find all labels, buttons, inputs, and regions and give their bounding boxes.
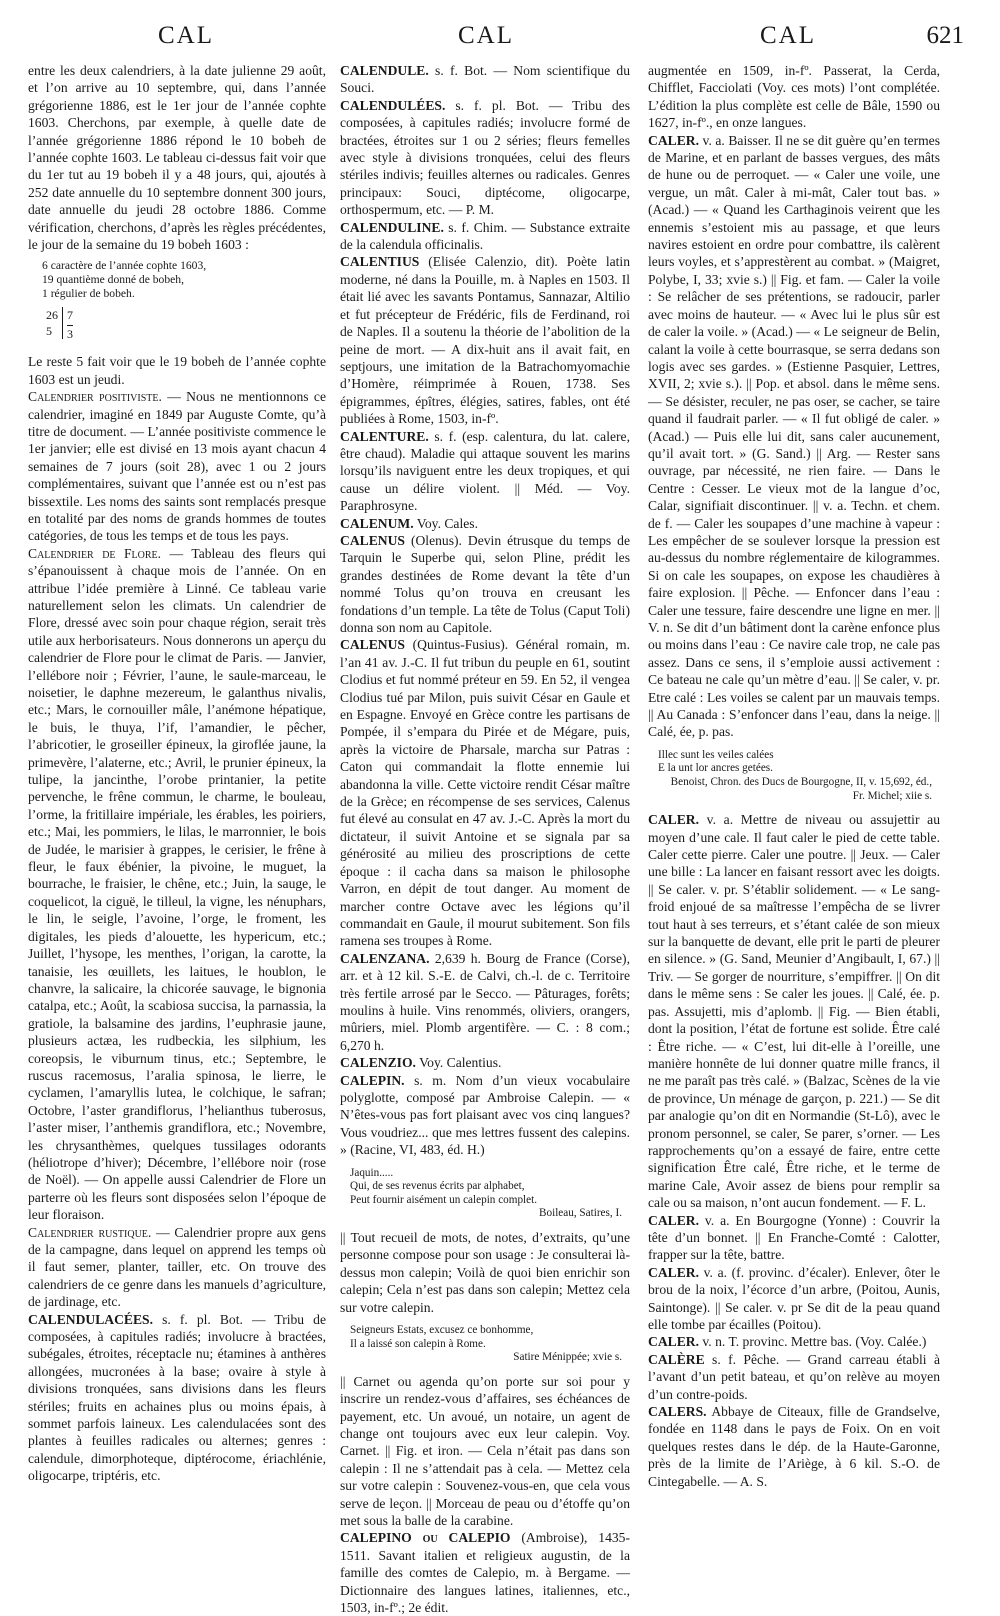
division-dividend: 26 — [46, 308, 58, 323]
dictionary-entry — [28, 1224, 326, 1311]
entry-text: entre les deux calendriers, à la date julienne 29 août, et l’on arrive au 10 septembre, qui, dans l’année grégorienne 1886, est le 1er jour de l’année cophte 1603. Cherchons, par exemple, à quelle date de l’année grégorienne 1886 répond le 10 bobeh de l’année cophte 1603. Le tableau ci-dessus fait voir que du 1er tut au 19 bobeh il y a 48 jours, qui, ajoutés à 252 date annuelle du 10 septembre donnent 300 jours, date annuelle du jeudi 28 octobre 1886. Comme vérification, cherchons, d’après les règles précédentes, le jour de la semaine du 19 bobeh 1603 : — [28, 63, 326, 253]
calc-line: 6 caractère de l’année cophte 1603, — [42, 259, 207, 273]
entry-headword: CALER. — [648, 1334, 699, 1350]
entry-headword: CALEPIN. — [340, 1072, 405, 1088]
entry-headword: CALENUS — [340, 532, 405, 548]
verse-quotation — [658, 749, 940, 803]
entry-text: v. a. Baisser. Il ne se dit guère qu’en termes de Marine, et en parlant de basses vergues, des mâts de hune ou de perroquet. — « Caler une voile, une vergue, un mât. Caler à mi-mât, Caler tout bas. » (Acad.) — « Quand les Carthaginois veirent que les ennemis s’estoient mis au passage, et que leurs navires estoient en ordre pour combattre, ils calèrent leurs voyles, et s’apprestèrent au combat. » (Maigret, Polybe, I, 33; xvie s.) || Fig. et fam. — Caler la voile : Se relâcher de ses prétentions, se radoucir, parler avec moins de hauteur. — « Avec lui le plus sûr est de caler la voile. » (Acad.) — « Le seigneur de Belin, calant la voile à cette bourrasque, se serra dedans son logis avec ses gardes. » (Estienne Pasquier, Lettres, XVII, 2; xvie s.). || Pop. et absol. dans le même sens. — Se désister, reculer, ne pas oser, se cacher, se taire quand il faudrait parler. — « Il fut obligé de caler. » (Acad.) — Puis elle lui dit, sans caler aucunement, qu’il avait tort. » (G. Sand.) || Arg. — Rester sans ouvrage, par nécessité, ne rien faire. — Dans le Centre : Cesser. Le vieux mot de la langue d’oc, Calar, signifiait discontinuer. || v. a. Techn. et chem. de f. — Caler les soupapes d’une machine à vapeur : Les empêcher de se soulever lorsque la pression est au-dessus du nombre réglementaire de kilogrammes. Si on cale les soupapes, on expose les chaudières à faire explosion. || Pêche. — Enfoncer dans l’eau : Caler une tessure, faire descendre une ligne en mer. || V. n. Se dit d’un bâtiment dont la carène enfonce plus ou moins dans l’eau : Ce navire cale trop, ne cale pas assez. Dans ce sens, il s’emploie aussi activement : Ce bateau ne cale qu’un mètre d’eau. || Se caler, v. pr. Etre calé : Les voiles se calent par un mauvais temps. || Au Canada : S’enfoncer dans l’eau, dans la neige. || Calé, ée, p. pas. — [648, 132, 940, 740]
entry-headword: CALENTIUS — [340, 254, 420, 270]
entry-text: — Calendrier propre aux gens de la campagne, dans lequel on apprend les temps où il faut semer, planter, tailler, etc. On trouve des calendriers de ce genre dans les manuels d’agriculture, de jardinage, etc. — [28, 1224, 326, 1310]
entry-text: Abbaye de Citeaux, fille de Grandselve, fondée en 1148 dans le pays de Foix. On en voit quelques restes dans le dép. de la Haute-Garonne, près de la limite de l’Ariège, à 6 kil. S.-O. de Cintegabelle. — A. S. — [648, 1404, 940, 1489]
entry-headword: CALENZIO. — [340, 1055, 416, 1071]
quote-source: Satire Ménippée; xvie s. — [513, 1351, 622, 1364]
dictionary-entry — [648, 811, 940, 1211]
calc-line: 1 régulier de bobeh. — [42, 287, 135, 301]
quote-source: Benoist, Chron. des Ducs de Bourgogne, II, v. 15,692, éd., Fr. Michel; xiie s. — [670, 776, 932, 802]
dictionary-entry — [648, 1264, 940, 1334]
entry-text: (Quintus-Fusius). Général romain, m. l’an 41 av. J.-C. Il fut tribun du peuple en 61, soutint Clodius et fut nommé préteur en 59. En 52, il vengea Clodius tué par Milon, puis suivit César en Gaule et en Espagne. Envoyé en Grèce contre les partisans de Pompée, il s’empara du Pirée et de Mégare, puis, après la victoire de Pharsale, marcha sur Patras : Caton qui commandait la flotte ennemie lui abandonna la ville. Cette victoire rendit César maître de la Grèce; en récompense de ses services, Calenus fut élevé au consulat en 47 av. J.-C. Après la mort du dictateur, il suivit Antoine et se signala par sa générosité au milieu des proscriptions de cette époque : il cacha dans sa maison le philosophe Varron, en dépit de tout danger. Au moment de marcher contre Octave avec les légions qu’il commandait en Gaule, il mourut subitement. Son fils ramena ses troupes à Rome. — [340, 637, 630, 949]
entry-text: || Carnet ou agenda qu’on porte sur soi pour y inscrire un rendez-vous d’affaires, ses échéances de payement, etc. Un avoué, un notaire, un agent de change ont toujours avec eux leur calepin. Voy. Carnet. || Fig. et iron. — Cela n’était pas dans son calepin : Il ne s’attendait pas à cela. — Mettez cela sur votre calepin : Souvenez-vous-en, que cela vous serve de leçon. || Morceau de peau ou d’étoffe qu’on met sous la balle de la carabine. — [340, 1373, 630, 1529]
running-head-right: CAL — [760, 22, 816, 49]
entry-text: — Nous ne mentionnons ce calendrier, imaginé en 1849 par Auguste Comte, qu’à titre de document. — L’année positiviste commence le 1er janvier; elle est divisé en 13 mois ayant chacun 4 semaines de 7 jours (soit 28), avec 1 ou 2 jours complémentaires, suivant que l’année est ou n’est pas bissextile. Les noms des saints sont remplacés presque en totalité par des noms de grands hommes de toutes catégories, de tous les temps et de tous les pays. — [28, 389, 326, 544]
entry-text: — Tableau des fleurs qui s’épanouissent à chaque mois de l’année. On en attribue l’idée première à Linné. Ce tableau varie naturellement selon les climats. Un calendrier de Flore, dressé avec soin pour chaque région, serait très utile aux herborisateurs. Nous donnerons un aperçu du calendrier de Flore pour le climat de Paris. — Janvier, l’ellébore noir ; Février, l’aune, le saule-marceau, le noisetier, le daphne mezereum, le galanthus nivalis, etc.; Mars, le cornouiller mâle, l’anémone hépatique, le buis, le thuya, l’if, l’amandier, le pêcher, l’abricotier, le groseiller épineux, la giroflée jaune, la primevère, l’alaterne, etc.; Avril, le prunier épineux, la tulipe, la jancinthe, l’orobe printanier, la petite pervenche, le frêne commun, le charme, le bouleau, l’orme, la fritillaire impériale, les érables, les poiriers, etc.; Mai, les pommiers, le lilas, le marronnier, le bois de Judée, le marisier à grappes, le cerisier, le frêne à fleur, le faux ébénier, la pivoine, le muguet, la bourrache, le fraisier, le chêne, etc.; Juin, la sauge, le coquelicot, la ciguë, le tilleul, la vigne, les nénuphars, le lin, le seigle, l’avoine, l’orge, le froment, les digitales, les pieds d’alouette, les hypericum, etc.; Juillet, l’hysope, les menthes, l’origan, la carotte, la tanaisie, les œuillets, les laitues, le houblon, le chanvre, la salicaire, la chicorée sauvage, le bignonia catalpa, etc.; Août, la scabiosa succisa, la parnassia, la gratiole, la balsamine des jardins, l’euphrasie jaune, plusieurs actæa, les rudbeckia, les silphium, les coreopsis, le viburnum tinus, etc.; Septembre, le ruscus racemosus, l’aralia spinosa, le lierre, le cyclamen, l’amaryllis lutea, le colchique, le safran; Octobre, l’aster grandiflorus, l’helianthus tuberosus, l’aster miser, l’anthemis grandiflora, etc.; Novembre, les chrysanthèmes, quelques tussilages odorants (héliotrope d’hiver); Décembre, l’ellébore noir (rose de Noël). — On appelle aussi Calendrier de Flore un parterre où les fleurs sont disposées selon l’époque de leur floraison. — [28, 545, 326, 1223]
dictionary-entry — [340, 532, 630, 636]
dictionary-entry — [340, 950, 630, 1054]
dictionary-entry — [648, 1333, 940, 1350]
running-head-left: CAL — [158, 22, 214, 49]
dictionary-entry — [28, 388, 326, 545]
quote-line: Jaquin..... — [350, 1166, 394, 1179]
quote-line: Qui, de ses revenus écrits par alphabet, — [350, 1180, 525, 1193]
entry-headword: CALÈRE — [648, 1351, 705, 1367]
entry-headword: CALENDULINE. — [340, 219, 444, 235]
entry-headword: CALENDULÉES. — [340, 97, 446, 113]
entry-text: Voy. Calentius. — [419, 1055, 502, 1071]
dictionary-entry — [340, 515, 630, 532]
entry-text: v. a. Mettre de niveau ou assujettir au moyen d’une cale. Il faut caler le pied de cette table. Caler cette pierre. Caler une poutre. || Jeux. — Caler une bille : La lancer en faisant ressort avec les doigts. || Se caler. v. pr. S’établir solidement. — « Le sang-froid enjoué de sa maîtresse l’empêcha de se livrer tout haut à ses terreurs, et s’étant calée de son mieux sur la banquette de devant, elle prit le parti de pleurer en silence. » (G. Sand, Meunier d’Angibault, I, 67.) || Triv. — Se gorger de nourriture, s’empiffrer. || On dit dans le même sens : Se caler les joues. || Calé, ée. p. pas. Assujetti, mis d’aplomb. || Fig. — Bien établi, dont la position, l’état de fortune est solide. Être calé : Être riche. — « C’est, lui dit-elle à l’oreille, une manière honnête de lui donner quatre mille francs, il ne me paraît pas très calé. » (Balzac, Scènes de la vie de province, Un ménage de garçon, p. 221.) — Se dit par analogie qu’on dit en Normandie (St-Lô), avec le pronom personnel, se caler, Se parer, s’orner. — Les rapprochements qu’on a essayé de faire, entre cette signification Être calé, Être riche, et le terme de marine Cale, Avoir assez de biens pour remplir sa cale ou sa maison, n’ont aucun fondement. — F. L. — [648, 812, 940, 1211]
verse-quotation — [350, 1324, 630, 1365]
entry-text: (Olenus). Devin étrusque du temps de Tarquin le Superbe qui, selon Pline, prédit les grandes destinées de Rome devant la tête d’un nommé Tolus qu’on trouva en creusant les fondations d’un temple. La tête de Tolus (Caput Toli) donna son nom au Capitole. — [340, 532, 630, 635]
entry-subheading: Calendrier de Flore. — [28, 545, 162, 561]
entry-headword: CALENTURE. — [340, 428, 429, 444]
running-head-center: CAL — [458, 22, 514, 49]
quote-line: Illec sunt les veiles calées — [658, 748, 774, 761]
dictionary-entry — [340, 636, 630, 949]
entry-text: v. n. T. provinc. Mettre bas. (Voy. Calée.) — [702, 1334, 927, 1350]
entry-text: 2,639 h. Bourg de France (Corse), arr. et à 12 kil. S.-E. de Calvi, ch.-l. de c. Territoire très fertile arrosé par le Secco. — Pâturages, forêts; moulins à huile. Vins renommés, oliviers, orangers, mûriers, miel. Plomb argentifère. — C. : 8 com.; 6,270 h. — [340, 950, 630, 1053]
entry-headword: CALENUS — [340, 637, 405, 653]
entry-text: s. f. (esp. calentura, du lat. calere, être chaud). Maladie qui attaque souvent les marins lorsqu’ils naviguent entre les deux tropiques, et qui cause un délire violent. || Méd. — Voy. Paraphrosyne. — [340, 428, 630, 514]
entry-subheading: Calendrier rustique. — [28, 1224, 152, 1240]
dictionary-entry — [28, 545, 326, 1224]
dictionary-entry — [340, 1072, 630, 1159]
dictionary-entry — [340, 1054, 630, 1071]
dictionary-entry — [648, 1212, 940, 1264]
quote-line: Seigneurs Estats, excusez ce bonhomme, — [350, 1324, 534, 1336]
entry-headword: CALER. — [648, 812, 699, 828]
entry-text: s. m. Nom d’un vieux vocabulaire polyglotte, composé par Ambroise Calepin. — « N’êtes-vous pas fort plaisant avec vos cinq langues? Vous voudriez... que mes lettres fussent des calepins. » (Racine, VI, 483, éd. H.) — [340, 1072, 630, 1158]
page-number: 621 — [926, 22, 964, 49]
entry-text: || Tout recueil de mots, de notes, d’extraits, qu’une personne compose pour son usage : Je consulterai là-dessus mon calepin; Voilà de quoi bien enrichir son calepin; Cela n’est pas dans son calepin; Mettez cela sur votre calepin. — [340, 1229, 630, 1315]
dictionary-entry — [340, 97, 630, 219]
column-1 — [28, 62, 327, 1484]
entry-headword: CALER. — [648, 132, 699, 148]
entry-subheading: Calendrier positiviste. — [28, 389, 162, 405]
entry-headword: CALENDULE. — [340, 63, 429, 78]
verse-quotation — [350, 1167, 630, 1221]
dictionary-entry — [28, 1311, 326, 1485]
entry-text: Voy. Cales. — [416, 515, 478, 531]
division-figure — [46, 307, 326, 343]
quote-line: Il a laissé son calepin à Rome. — [350, 1337, 486, 1350]
entry-text: v. a. En Bourgogne (Yonne) : Couvrir la tête d’un bonnet. || En Franche-Comté : Calotter, frapper sur la tête, battre. — [648, 1212, 940, 1263]
entry-headword: CALER. — [648, 1264, 699, 1280]
column-3 — [648, 62, 940, 1489]
entry-text: s. f. pl. Bot. — Tribu de composées, à capitules radiés; involucre à bractées, subégales, étroites, réceptacle nu; étamines à anthères allongées, mucronées à la base; ovaire à style à divisions tronquées, sans divisions dans les fleurs stériles; fruits en achaines plus ou moins épais, à sommet parfois laineux. Les calendulacées sont des plantes à feuilles radicales ou alternes; genres : calendule, dimorphoteque, diptérocome, ériachlénie, oligocarpe, triptéris, etc. — [28, 1311, 327, 1484]
entry-headword: CALENZANA. — [340, 950, 430, 966]
entry-headword: CALENUM. — [340, 515, 414, 531]
dictionary-entry — [340, 428, 630, 515]
entry-text: s. f. Chim. — Substance extraite de la calendula officinalis. — [340, 219, 630, 253]
dictionary-entry — [340, 62, 630, 97]
entry-text: s. f. Bot. — Nom scientifique du Souci. — [340, 63, 630, 96]
running-head — [0, 22, 1000, 56]
entry-text: s. f. Pêche. — Grand carreau établi à l’avant d’un petit bateau, et qu’on relève au moyen d’un contre-poids. — [648, 1351, 940, 1402]
dictionary-entry — [340, 253, 630, 427]
quote-source: Boileau, Satires, I. — [539, 1207, 622, 1220]
entry-text: (Ambroise), 1435-1511. Savant italien et religieux augustin, de la famille des comtes de Calepio, m. à Bergame. — Dictionnaire des langues latines, italiennes, etc., 1503, in-fº.; 2e édit. — [340, 1530, 631, 1616]
entry-text: Le reste 5 fait voir que le 19 bobeh de l’année cophte 1603 est un jeudi. — [28, 354, 326, 387]
entry-headword: CALER. — [648, 1212, 699, 1228]
dictionary-entry — [648, 132, 940, 741]
column-2 — [340, 62, 631, 1616]
entry-text: v. a. (f. provinc. d’écaler). Enlever, ôter le brou de la noix, l’écorce d’un arbre, (Poitou, Aunis, Saintonge). || Se caler. v. pr Se dit de la peau quand elle tombe par écailles (Poitou). — [648, 1264, 940, 1332]
calc-line: 19 quantième donné de bobeh, — [42, 273, 184, 287]
calculation-block — [42, 259, 326, 301]
quote-line: Peut fournir aisément un calepin complet. — [350, 1193, 538, 1206]
dictionary-entry — [648, 1351, 940, 1403]
dictionary-entry — [340, 219, 630, 254]
division-remainder: 5 — [46, 324, 52, 339]
entry-text: augmentée en 1509, in-fº. Passerat, la Cerda, Chifflet, Facciolati (Voy. ces mots) l’ont complétée. L’édition la plus complète est celle de Bâle, 1590 ou 1627, in-fº., en onze langues. — [648, 63, 940, 131]
entry-headword: CALEPINO ou CALEPIO — [340, 1530, 511, 1546]
division-divisor: 7 — [67, 308, 73, 323]
quote-line: E la unt lor ancres getées. — [658, 762, 773, 775]
entry-headword: CALENDULACÉES. — [28, 1311, 154, 1327]
dictionary-entry — [648, 1403, 940, 1490]
entry-headword: CALERS. — [648, 1404, 707, 1420]
division-quotient: 3 — [67, 325, 73, 343]
entry-text: (Elisée Calenzio, dit). Poète latin moderne, né dans la Pouille, m. à Naples en 1503. Il était lié avec les savants Pontamus, Sannazar, Altilio et fut précepteur de Frédéric, fils de Ferdinand, roi de Naples. Il a soutenu la théorie de l’abolition de la peine de mort. — A dix-huit ans il avait fait, en septjours, une imitation de la Batrachomyomachie d’Homère, réimprimée à Rouen, 1738. Ses épigrammes, épîtres, élégies, satires, fables, ont été publiées à Rome, 1503, in-fº. — [340, 254, 630, 427]
entry-text: s. f. pl. Bot. — Tribu des composées, à capitules radiés; involucre formé de bractées, étroites sur 1 ou 2 séries; fleurs femelles avec style à divisions tronquées, celui des fleurs stériles indivis; feuilles alternes ou radicales. Genres principaux: Souci, diptécome, oligocarpe, orthospermum, etc. — P. M. — [340, 97, 630, 218]
dictionary-entry — [340, 1529, 630, 1616]
